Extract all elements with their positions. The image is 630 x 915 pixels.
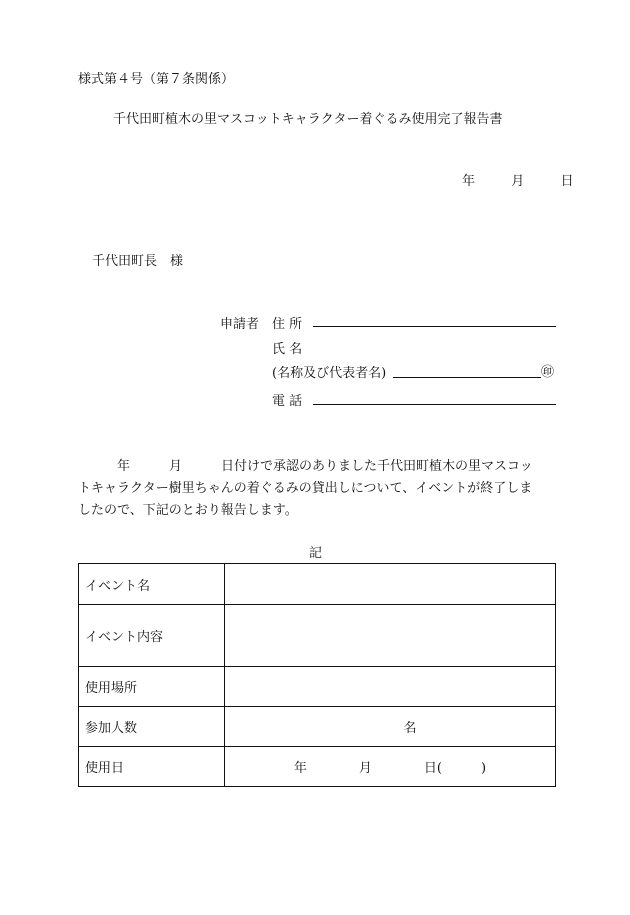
row-label-participants: 参加人数	[79, 707, 225, 747]
table-row	[79, 707, 556, 747]
row-label-event-name: イベント名	[79, 564, 225, 605]
name-label: 氏 名	[272, 342, 303, 357]
document-title: 千代田町植木の里マスコットキャラクター着ぐるみ使用完了報告書	[113, 112, 503, 127]
use-date-cell[interactable]: 年 月 日( )	[225, 747, 556, 787]
participants-cell[interactable]: 名	[225, 707, 556, 747]
date-day: 日	[560, 174, 574, 189]
address-label: 住 所	[272, 317, 303, 332]
report-date	[462, 170, 574, 189]
paragraph-line-1: 年 月 日付けで承認のありました千代田町植木の里マスコッ	[78, 459, 533, 474]
phone-field[interactable]	[313, 404, 556, 405]
table-row	[79, 667, 556, 707]
date-year: 年	[462, 174, 476, 189]
event-name-cell[interactable]	[225, 564, 556, 605]
form-number: 様式第４号（第７条関係）	[78, 72, 235, 87]
addressee: 千代田町長 様	[92, 254, 184, 269]
paragraph-line-3: したので、下記のとおり報告します。	[78, 503, 298, 518]
row-label-event-content: イベント内容	[79, 605, 225, 667]
location-cell[interactable]	[225, 667, 556, 707]
applicant-label: 申請者	[220, 317, 260, 332]
representative-name-field[interactable]	[393, 377, 541, 378]
table-row	[79, 605, 556, 667]
table-row	[79, 747, 556, 787]
date-month: 月	[511, 174, 525, 189]
row-label-location: 使用場所	[79, 667, 225, 707]
phone-label: 電 話	[272, 394, 303, 409]
ki-heading: 記	[309, 546, 323, 561]
report-table	[78, 563, 556, 787]
row-label-use-date: 使用日	[79, 747, 225, 787]
seal-mark: ㊞	[541, 365, 555, 380]
org-name-label: (名称及び代表者名)	[272, 366, 387, 381]
address-field[interactable]	[313, 326, 556, 327]
event-content-cell[interactable]	[225, 605, 556, 667]
table-row	[79, 564, 556, 605]
report-paragraph	[78, 456, 558, 522]
paragraph-line-2: トキャラクター樹里ちゃんの着ぐるみの貸出しについて、イベントが終了しま	[78, 481, 533, 496]
